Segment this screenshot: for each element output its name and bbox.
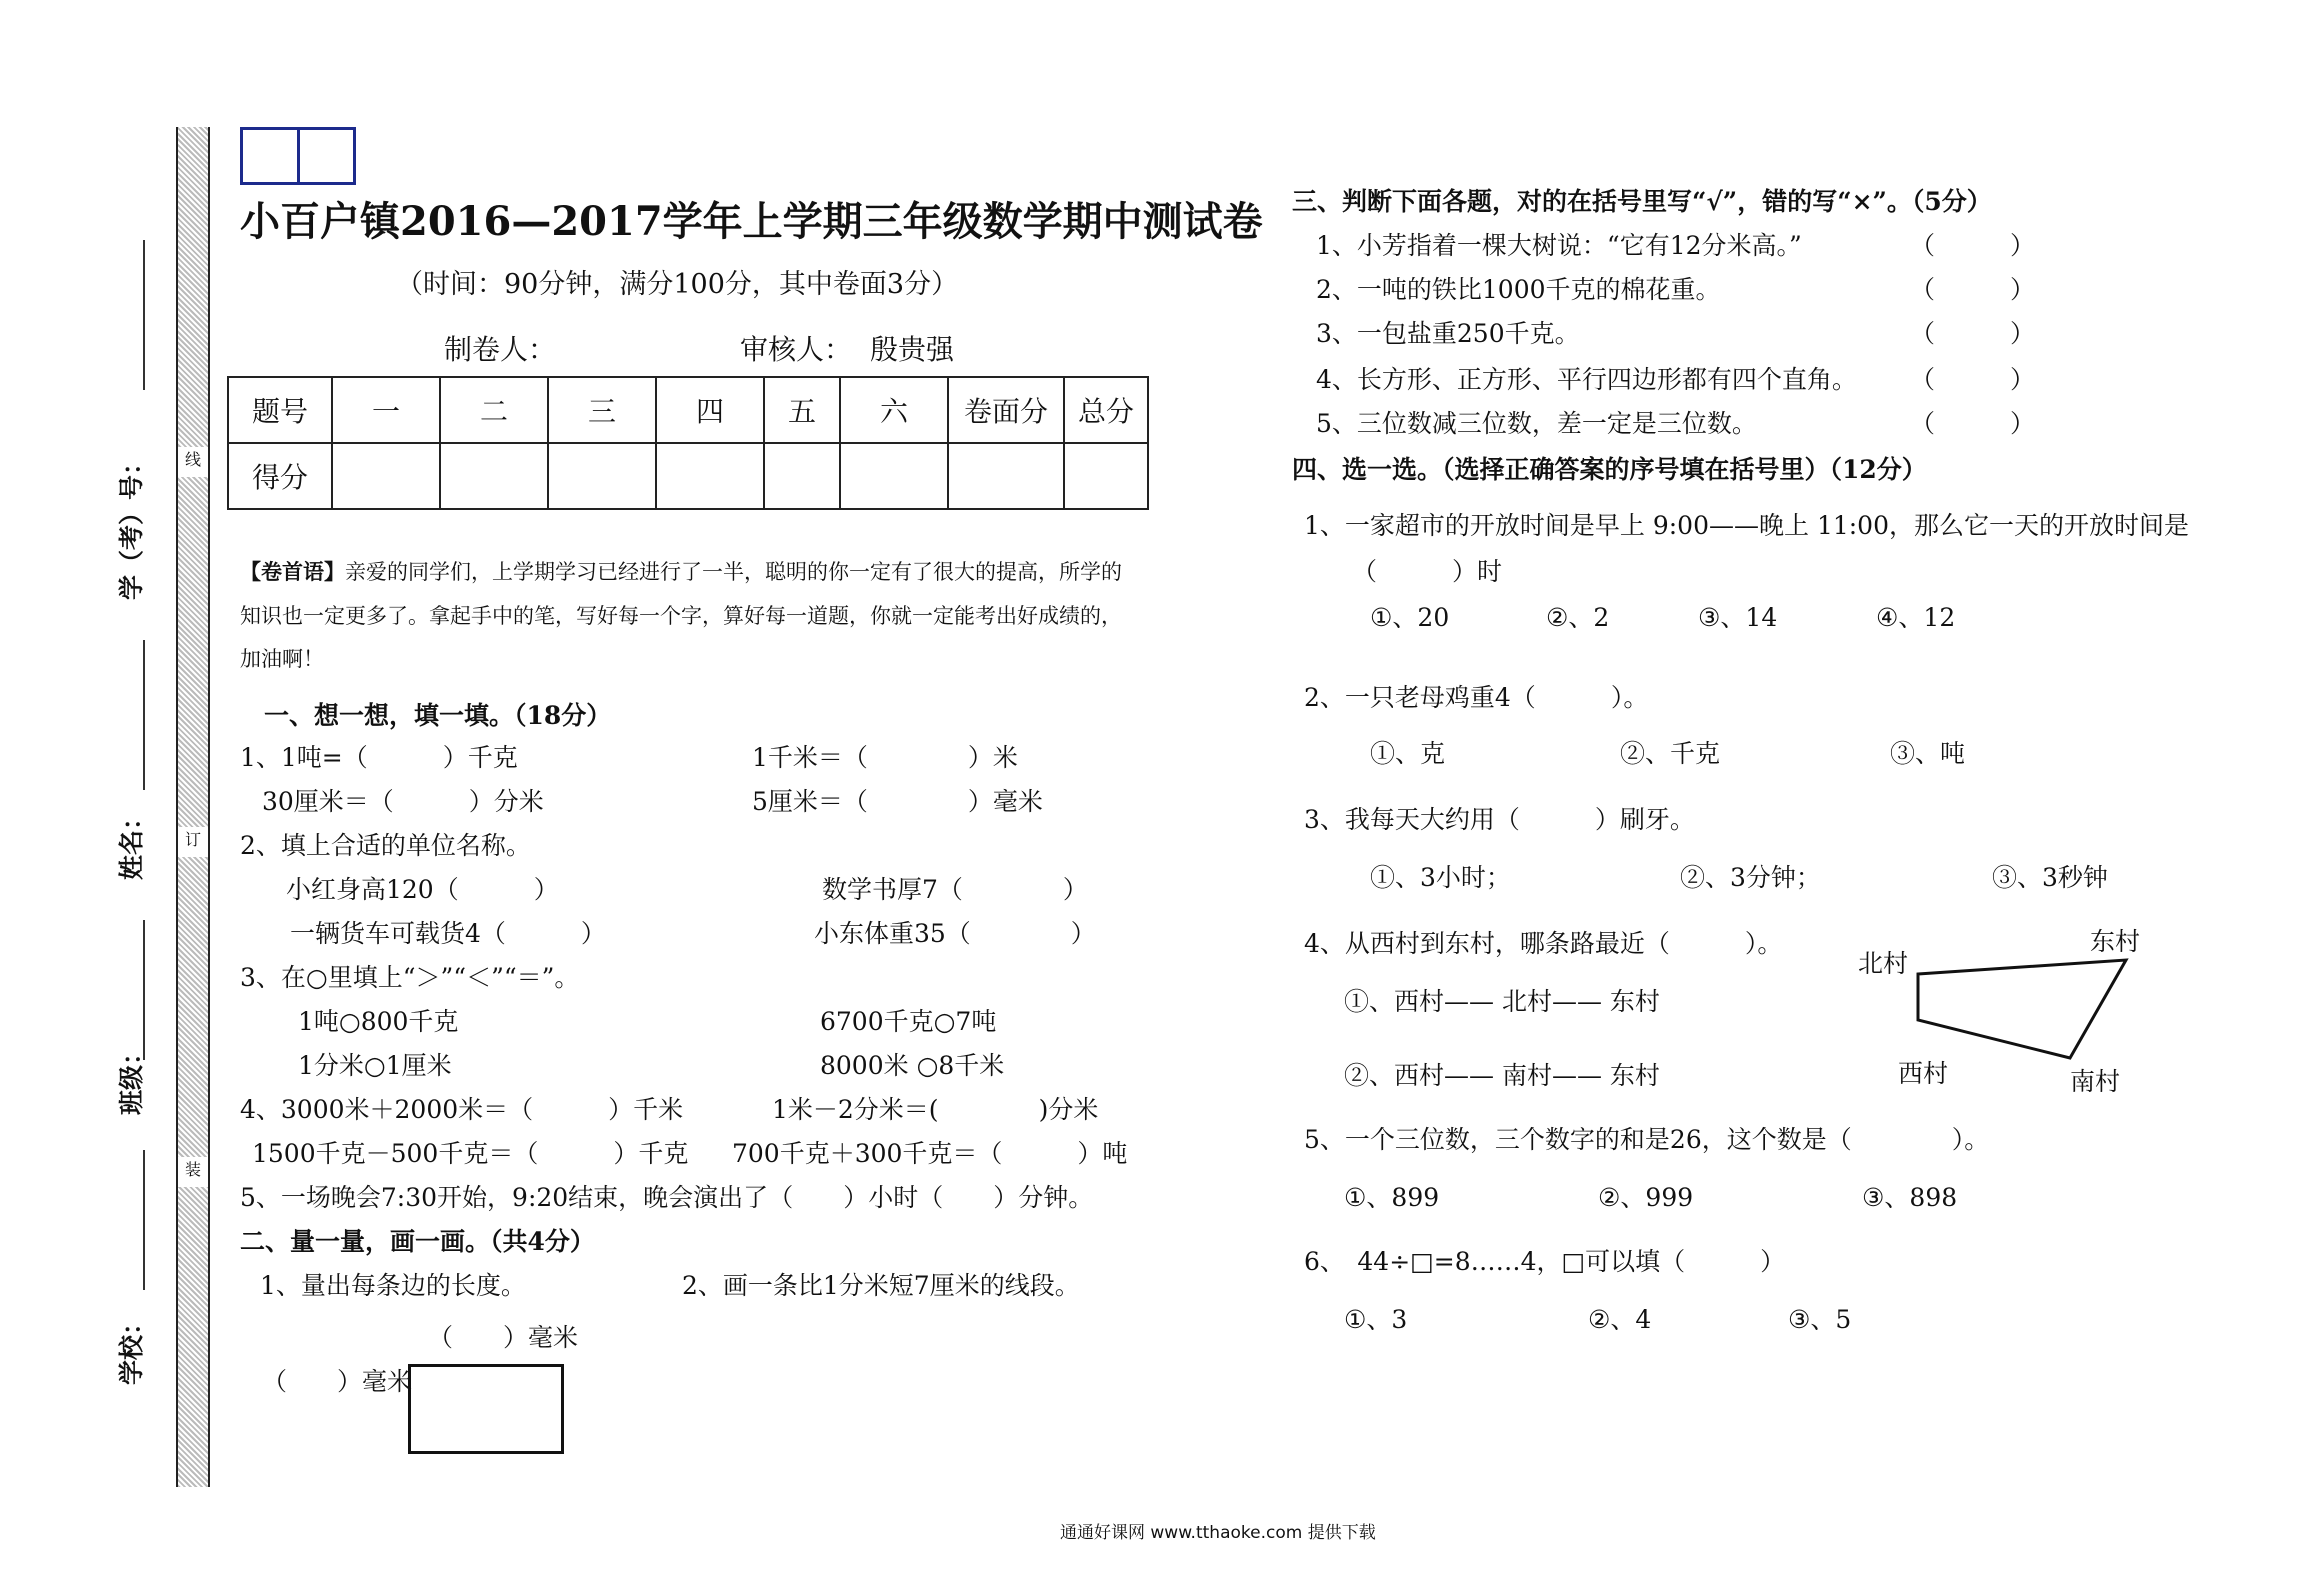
score-table <box>227 376 1149 510</box>
question-line: 数学书厚7（ ） <box>822 875 1088 904</box>
reviewer-label: 审核人： <box>740 333 853 366</box>
map-label-east: 东村 <box>2090 927 2141 956</box>
choice-option[interactable]: ②、4 <box>1588 1305 1652 1334</box>
score-cell[interactable] <box>656 443 764 509</box>
score-cell[interactable] <box>332 443 440 509</box>
map-label-south: 南村 <box>2070 1067 2121 1096</box>
question-line: 2、填上合适的单位名称。 <box>240 831 531 860</box>
question-line: 4、3000米＋2000米＝（ ）千米 <box>240 1095 684 1124</box>
score-table-header-row <box>228 377 1148 443</box>
table-header-cell: 一 <box>332 377 440 443</box>
section4-title: 四、选一选。（选择正确答案的序号填在括号里）（12分） <box>1292 455 1927 484</box>
table-header-cell: 总分 <box>1064 377 1148 443</box>
question-line: 1吨○800千克 <box>298 1007 459 1036</box>
choice-option[interactable]: ①、克 <box>1370 739 1446 768</box>
question-line: 小红身高120（ ） <box>286 875 559 904</box>
school-line[interactable] <box>143 1150 145 1290</box>
score-cell[interactable] <box>840 443 948 509</box>
student-id-line[interactable] <box>143 240 145 390</box>
choice-option[interactable]: ①、西村—— 北村—— 东村 <box>1344 987 1660 1016</box>
question-line: 700千克＋300千克＝（ ）吨 <box>732 1139 1128 1168</box>
map-label-west: 西村 <box>1898 1059 1949 1088</box>
question-line: 3、在○里填上“＞”“＜”“＝”。 <box>240 963 580 992</box>
choice-question: 3、我每天大约用（ ）刷牙。 <box>1304 805 1695 834</box>
exam-title: 小百户镇2016—2017学年上学期三年级数学期中测试卷 <box>240 198 1263 245</box>
question-line: 一辆货车可载货4（ ） <box>290 919 606 948</box>
judge-item: 3、一包盐重250千克。 <box>1316 319 1580 348</box>
judge-item: 1、小芳指着一棵大树说：“它有12分米高。” <box>1316 231 1802 260</box>
table-header-cell: 二 <box>440 377 548 443</box>
judge-blank[interactable]: （ ） <box>1910 275 2036 304</box>
choice-question: 2、一只老母鸡重4（ ）。 <box>1304 683 1649 712</box>
student-id-label: 学（考）号： <box>117 449 146 600</box>
question-line: 小东体重35（ ） <box>814 919 1096 948</box>
question-line: 2、画一条比1分米短7厘米的线段。 <box>682 1271 1080 1300</box>
judge-blank[interactable]: （ ） <box>1910 409 2036 438</box>
judge-item: 4、长方形、正方形、平行四边形都有四个直角。 <box>1316 365 1857 394</box>
page-footer: 通通好课网 www.tthaoke.com 提供下载 <box>1060 1523 1376 1543</box>
table-header-cell: 三 <box>548 377 656 443</box>
question-line: 6700千克○7吨 <box>820 1007 997 1036</box>
score-cell[interactable] <box>548 443 656 509</box>
rectangle-figure <box>408 1364 564 1454</box>
choice-question: 4、从西村到东村，哪条路最近（ ）。 <box>1304 929 1783 958</box>
preface-text: 亲爱的同学们，上学期学习已经进行了一半，聪明的你一定有了很大的提高，所学的 <box>345 560 1122 584</box>
section1-title: 一、想一想，填一填。（18分） <box>264 701 612 730</box>
judge-blank[interactable]: （ ） <box>1910 319 2036 348</box>
question-line: 1千米＝（ ）米 <box>752 743 1018 772</box>
preface-label: 【卷首语】 <box>240 559 345 584</box>
choice-option[interactable]: ③、吨 <box>1890 739 1966 768</box>
reviewer-name: 殷贵强 <box>870 333 955 366</box>
maker-label: 制卷人： <box>444 333 557 366</box>
table-header-cell: 六 <box>840 377 948 443</box>
choice-option[interactable]: ①、3小时； <box>1370 863 1511 892</box>
choice-question-cont: （ ）时 <box>1352 557 1503 586</box>
table-header-cell: 四 <box>656 377 764 443</box>
judge-blank[interactable]: （ ） <box>1910 231 2036 260</box>
score-cell[interactable] <box>948 443 1064 509</box>
choice-option[interactable]: ③、14 <box>1698 603 1778 632</box>
choice-option[interactable]: ②、西村—— 南村—— 东村 <box>1344 1061 1660 1090</box>
section2-title: 二、量一量，画一画。（共4分） <box>240 1227 595 1256</box>
preface-line-3: 加油啊！ <box>240 647 324 671</box>
judge-blank[interactable]: （ ） <box>1910 365 2036 394</box>
choice-option[interactable]: ②、千克 <box>1620 739 1721 768</box>
exam-subtitle: （时间：90分钟，满分100分，其中卷面3分） <box>396 269 959 300</box>
choice-option[interactable]: ③、3秒钟 <box>1992 863 2108 892</box>
section3-title: 三、判断下面各题，对的在括号里写“√”，错的写“×”。（5分） <box>1292 187 1992 216</box>
binding-mark-line: 线 <box>178 447 208 477</box>
score-table-score-row <box>228 443 1148 509</box>
binding-mark-bind: 装 <box>178 1157 208 1187</box>
question-line: 1、量出每条边的长度。 <box>260 1271 526 1300</box>
judge-item: 5、三位数减三位数，差一定是三位数。 <box>1316 409 1757 438</box>
table-row-label: 得分 <box>228 443 332 509</box>
preface-line-2: 知识也一定更多了。拿起手中的笔，写好每一个字，算好每一道题，你就一定能考出好成绩的， <box>240 604 1122 628</box>
choice-option[interactable]: ②、999 <box>1598 1183 1694 1212</box>
table-header-cell: 五 <box>764 377 840 443</box>
question-line: 30厘米＝（ ）分米 <box>262 787 544 816</box>
measure-blank-top[interactable]: （ ）毫米 <box>428 1323 579 1352</box>
binding-mark-staple: 订 <box>178 827 208 857</box>
choice-option[interactable]: ①、20 <box>1370 603 1450 632</box>
class-label: 班级： <box>117 1039 146 1115</box>
judge-item: 2、一吨的铁比1000千克的棉花重。 <box>1316 275 1721 304</box>
table-header-cell: 卷面分 <box>948 377 1064 443</box>
question-line: 1分米○1厘米 <box>298 1051 452 1080</box>
stamp-boxes <box>240 127 356 185</box>
question-line: 1米－2分米＝( )分米 <box>772 1095 1099 1124</box>
choice-option[interactable]: ②、2 <box>1546 603 1610 632</box>
school-label: 学校： <box>117 1309 146 1385</box>
score-cell[interactable] <box>440 443 548 509</box>
preface-line-1 <box>240 556 1122 586</box>
choice-question: 1、一家超市的开放时间是早上 9:00——晚上 11:00，那么它一天的开放时间是 <box>1304 511 2189 540</box>
measure-blank-left[interactable]: （ ）毫米 <box>262 1367 413 1396</box>
choice-question: 5、一个三位数，三个数字的和是26，这个数是（ ）。 <box>1304 1125 1990 1154</box>
binding-strip <box>176 127 210 1487</box>
choice-option[interactable]: ①、3 <box>1344 1305 1408 1334</box>
question-line: 5厘米＝（ ）毫米 <box>752 787 1043 816</box>
choice-option[interactable]: ①、899 <box>1344 1183 1440 1212</box>
score-cell[interactable] <box>1064 443 1148 509</box>
question-line: 1500千克－500千克＝（ ）千克 <box>252 1139 689 1168</box>
question-line: 5、一场晚会7:30开始，9:20结束，晚会演出了（ ）小时（ ）分钟。 <box>240 1183 1094 1212</box>
choice-option[interactable]: ③、5 <box>1788 1305 1852 1334</box>
question-line: 1、1吨=（ ）千克 <box>240 743 518 772</box>
map-label-north: 北村 <box>1858 949 1909 978</box>
choice-option[interactable]: ④、12 <box>1876 603 1956 632</box>
choice-option[interactable]: ③、898 <box>1862 1183 1958 1212</box>
choice-option[interactable]: ②、3分钟； <box>1680 863 1821 892</box>
question-line: 8000米 ○8千米 <box>820 1051 1005 1080</box>
table-header-cell: 题号 <box>228 377 332 443</box>
score-cell[interactable] <box>764 443 840 509</box>
name-label: 姓名： <box>117 804 146 880</box>
name-line[interactable] <box>143 640 145 790</box>
choice-question: 6、 44÷□=8……4，□可以填（ ） <box>1304 1247 1786 1276</box>
